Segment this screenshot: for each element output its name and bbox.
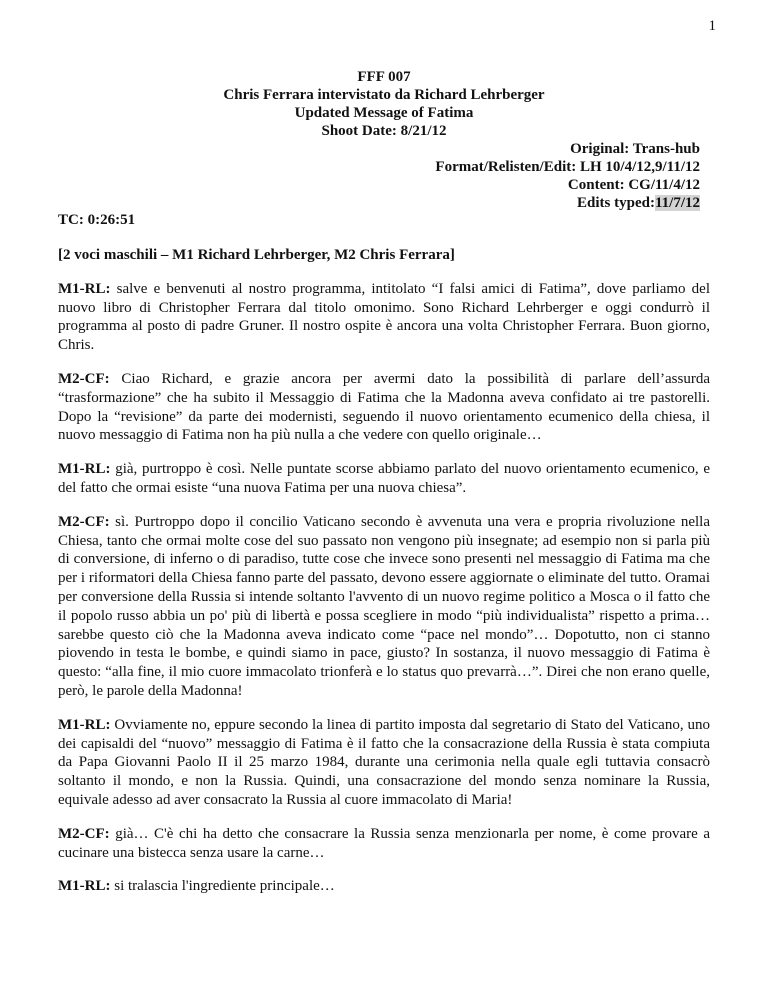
edits-typed-date: 11/7/12 [654,195,700,211]
speaker-label: M1-RL: [58,461,111,478]
page-number: 1 [708,18,716,34]
transcript-paragraph [58,280,710,355]
episode-code: FFF 007 [357,69,411,85]
transcript-paragraph [58,825,710,863]
content-check: Content: CG/11/4/12 [567,177,700,193]
speaker-label: M1-RL: [58,716,111,733]
paragraph-text: sì. Purtroppo dopo il concilio Vaticano secondo è avvenuta una vera e propria rivoluzione nella Chiesa, tanto che ormai molte cose del suo passato non vengono più insegnate; ad esempio non si parla più di conversione, di inferno o di paradiso, tutte cose che invece sono presenti nel messaggio di Fatima ma che per i riformatori della Chiesa fanno parte del passato, devono essere aggiornate o eliminate del tutto. Oramai per conversione della Russia si intende soltanto l'avvento di un nuovo regime politico a Mosca o il fatto che il popolo russo abbia un po' più di libertà e possa scegliere in modo “più individualista” rispetto a prima… sarebbe questo ciò che la Madonna aveva indicato come “pace nel mondo”… Dopotutto, non ci stanno piovendo in testa le bombe, e quindi siamo in pace, giusto? In sostanza, il nuovo messaggio di Fatima è questo: “alla fine, il mio cuore immacolato trionferà e lo status quo prevarrà…”. Direi che non erano quelle, però, le parole della Madonna! [58,513,710,699]
paragraph-text: Ovviamente no, eppure secondo la linea di partito imposta dal segretario di Stato del Vaticano, uno dei capisaldi del “nuovo” messaggio di Fatima è il fatto che la consacrazione della Russia è stata compiuta da Papa Giovanni Paolo II il 25 marzo 1984, durante una cerimonia nella quale egli tuttavia consacrò soltanto il mondo, e non la Russia. Quindi, una consacrazione del mondo senza nominare la Russia, equivale adesso ad aver consacrato la Russia al cuore immacolato di Maria! [58,716,710,808]
speaker-label: M1-RL: [58,878,111,895]
speakers-note: [2 voci maschili – M1 Richard Lehrberger, M2 Chris Ferrara] [58,247,455,263]
edits-typed-label: Edits typed: [577,195,655,211]
paragraph-text: già, purtroppo è così. Nelle puntate scorse abbiamo parlato del nuovo orientamento ecumenico, e del fatto che ormai esiste “una nuova Fatima per una nuova chiesa”. [58,461,710,496]
paragraph-text: salve e benvenuti al nostro programma, intitolato “I falsi amici di Fatima”, dove parliamo del nuovo libro di Christopher Ferrara dal titolo omonimo. Sono Richard Lehrberger e oggi condurrò il programma al posto di padre Gruner. Il nostro ospite è ancora una volta Christopher Ferrara. Buon giorno, Chris. [58,280,710,354]
edits-typed [435,194,700,212]
transcript-paragraph [58,716,710,810]
program-title: Updated Message of Fatima [294,105,474,121]
edit-metadata [435,140,700,212]
format-relisten-edit: Format/Relisten/Edit: LH 10/4/12,9/11/12 [435,159,700,175]
original-source: Original: Trans-hub [570,141,700,157]
speaker-label: M2-CF: [58,513,110,530]
transcript-paragraph [58,370,710,445]
shoot-date: Shoot Date: 8/21/12 [321,123,447,139]
speaker-label: M2-CF: [58,370,110,387]
speaker-label: M1-RL: [58,280,111,297]
speaker-label: M2-CF: [58,825,110,842]
paragraph-text: già… C'è chi ha detto che consacrare la Russia senza menzionarla per nome, è come provare a cucinare una bistecca senza usare la carne… [58,825,710,861]
paragraph-text: Ciao Richard, e grazie ancora per avermi dato la possibilità di parlare dell’assurda “trasformazione” che ha subito il Messaggio di Fatima che la Madonna aveva confidato ai tre pastorelli. Dopo la “revisione” da parte dei modernisti, seguendo il nuovo orientamento ecumenico della chiesa, il nuovo messaggio di Fatima non ha più nulla a che vedere con quello originale… [58,370,710,444]
timecode: TC: 0:26:51 [58,212,136,228]
transcript-paragraph [58,513,710,701]
transcript-paragraph [58,460,710,498]
paragraph-text: si tralascia l'ingrediente principale… [110,878,335,895]
interview-title: Chris Ferrara intervistato da Richard Lehrberger [223,87,545,103]
transcript-paragraph [58,877,710,896]
document-header [0,68,768,140]
transcript-body [58,246,710,911]
